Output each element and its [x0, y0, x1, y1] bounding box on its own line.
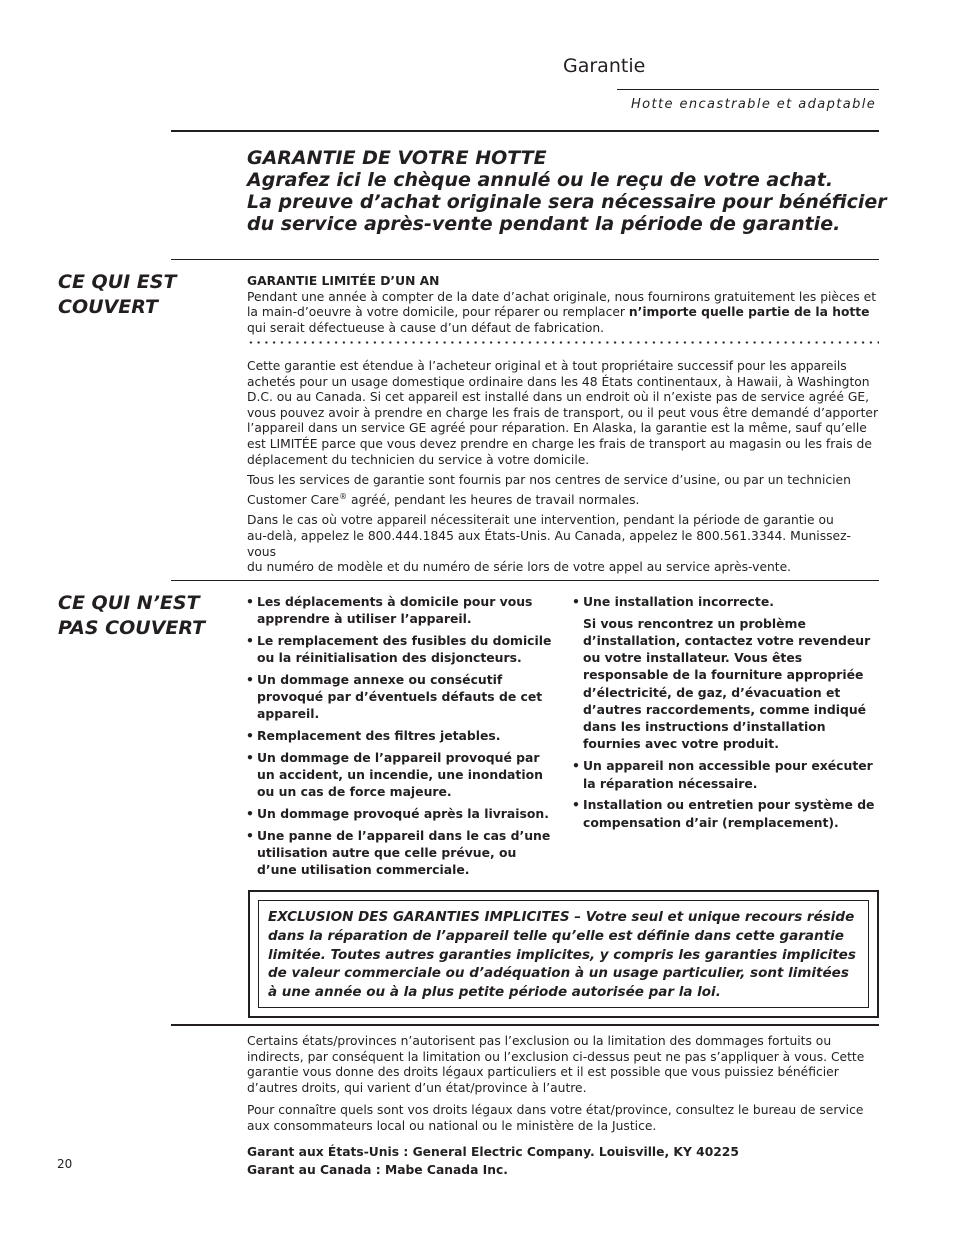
coverage-details [247, 359, 882, 576]
exclusion-text: EXCLUSION DES GARANTIES IMPLICITES – Votre seul et unique recours réside dans la réparation de l’appareil telle qu’elle est définie dans cette garantie limitée. Toutes autres garanties implicites, y compris les garanties implicites de valeur commerciale ou d’adéquation à un usage particulier, sont limitées à une année ou à la plus petite période autorisée par la loi. [258, 900, 869, 1008]
not-covered-label-line-2: PAS COUVERT [58, 617, 206, 639]
not-covered-list-left [246, 593, 558, 879]
list-item: • Une panne de l’appareil dans le cas d’une utilisation autre que celle prévue, ou d’une utilisation commerciale. [246, 828, 551, 878]
guarantor-canada: Garant au Canada : Mabe Canada Inc. [247, 1162, 508, 1177]
list-item: • Un dommage de l’appareil provoqué par un accident, un incendie, une inondation ou un cas de force majeure. [246, 750, 543, 800]
page-number: 20 [57, 1157, 73, 1171]
guarantor-us: Garant aux États-Unis : General Electric Company. Louisville, KY 40225 [247, 1144, 739, 1159]
section-divider-not-covered [171, 580, 879, 581]
not-covered-left-column [246, 593, 558, 883]
list-item: • Installation ou entretien pour système de compensation d’air (remplacement). [572, 797, 875, 830]
headline-line-4: du service après-vente pendant la période de garantie. [247, 213, 841, 235]
limited-warranty-text: Pendant une année à compter de la date d’achat originale, nous fournirons gratuitement les pièces et la main-d’oeuvre à votre domicile, pour réparer ou remplacer n’importe quelle partie de la hotte qui serait défectueuse à cause d’un défaut de fabrication. [247, 289, 877, 335]
section-divider-covered [171, 259, 879, 260]
list-item: • Une installation incorrecte. [572, 594, 774, 609]
legal-rights [247, 1034, 882, 1179]
implied-warranty-exclusion-box [248, 890, 879, 1018]
list-item: • Le remplacement des fusibles du domicile ou la réinitialisation des disjoncteurs. [246, 633, 552, 666]
covered-label [58, 270, 176, 320]
warranty-headline [247, 147, 887, 235]
page-title: Garantie [563, 55, 646, 77]
dotted-divider [247, 341, 879, 344]
list-item: • Remplacement des filtres jetables. [246, 728, 501, 744]
not-covered-label-line-1: CE QUI N’EST [58, 592, 200, 614]
top-divider [171, 130, 879, 132]
not-covered-label [58, 591, 205, 641]
legal-para-1: Certains états/provinces n’autorisent pas l’exclusion ou la limitation des dommages fortuits ou indirects, par conséquent la limitation ou l’exclusion ci-dessus peut ne pas s’appliquer à vous. Cette garantie vous donne des droits légaux particuliers et il est possible que vous puissiez bénéficier d’autres droits, qui varient d’un état/province à l’autre. [247, 1034, 865, 1095]
coverage-para-3: Dans le cas où votre appareil nécessiterait une intervention, pendant la période de garantie ou au-delà, appelez le 800.444.1845 aux États-Unis. Au Canada, appelez le 800.561.3344. Munissez- vous du numéro de modèle et du numéro de série lors de votre appel au service après-vente. [247, 513, 851, 575]
headline-line-3: La preuve d’achat originale sera nécessaire pour bénéficier [247, 191, 887, 213]
covered-label-line-2: COUVERT [58, 296, 158, 318]
list-item: • Les déplacements à domicile pour vous apprendre à utiliser l’appareil. [246, 594, 533, 627]
limited-warranty-intro [247, 274, 882, 336]
not-covered-list-right [572, 593, 882, 610]
bottom-divider [171, 1024, 879, 1026]
header-rule [617, 89, 879, 90]
limited-warranty-heading: GARANTIE LIMITÉE D’UN AN [247, 274, 440, 288]
not-covered-list-right-2 [572, 757, 882, 830]
covered-label-line-1: CE QUI EST [58, 271, 177, 293]
page-subtitle: Hotte encastrable et adaptable [631, 97, 877, 112]
legal-para-2: Pour connaître quels sont vos droits légaux dans votre état/province, consultez le bureau de service aux consommateurs local ou national ou le ministère de la Justice. [247, 1103, 864, 1133]
not-covered-right-column [572, 593, 882, 835]
installation-note: Si vous rencontrez un problème d’installation, contactez votre revendeur ou votre installateur. Vous êtes responsable de la fourniture appropriée d’électricité, de gaz, d’évacuation et d’autres raccordements, comme indiqué dans les instructions d’installation fournies avec votre produit. [583, 615, 871, 752]
headline-line-1: GARANTIE DE VOTRE HOTTE [247, 147, 547, 169]
headline-line-2: Agrafez ici le chèque annulé ou le reçu de votre achat. [247, 169, 834, 191]
coverage-para-2: Tous les services de garantie sont fournis par nos centres de service d’usine, ou par un technicien Customer Care® agréé, pendant les heures de travail normales. [247, 473, 851, 507]
list-item: • Un appareil non accessible pour exécuter la réparation nécessaire. [572, 758, 873, 791]
list-item: • Un dommage provoqué après la livraison. [246, 806, 549, 822]
list-item: • Un dommage annexe ou consécutif provoqué par d’éventuels défauts de cet appareil. [246, 672, 543, 722]
coverage-para-1: Cette garantie est étendue à l’acheteur original et à tout propriétaire successif pour les appareils achetés pour un usage domestique ordinaire dans les 48 États continentaux, à Hawaii, à Washington D.C. ou au Canada. Si cet appareil est installé dans un endroit où il n’existe pas de service agréé GE, vous pouvez avoir à prendre en charge les frais de transport, ou il peut vous être demandé d’apporter l’appareil dans un service GE agréé pour réparation. En Alaska, la garantie est la même, sauf qu’elle est LIMITÉE parce que vous devez prendre en charge les frais de transport au magasin ou les frais de déplacement du technicien du service à votre domicile. [247, 359, 879, 467]
